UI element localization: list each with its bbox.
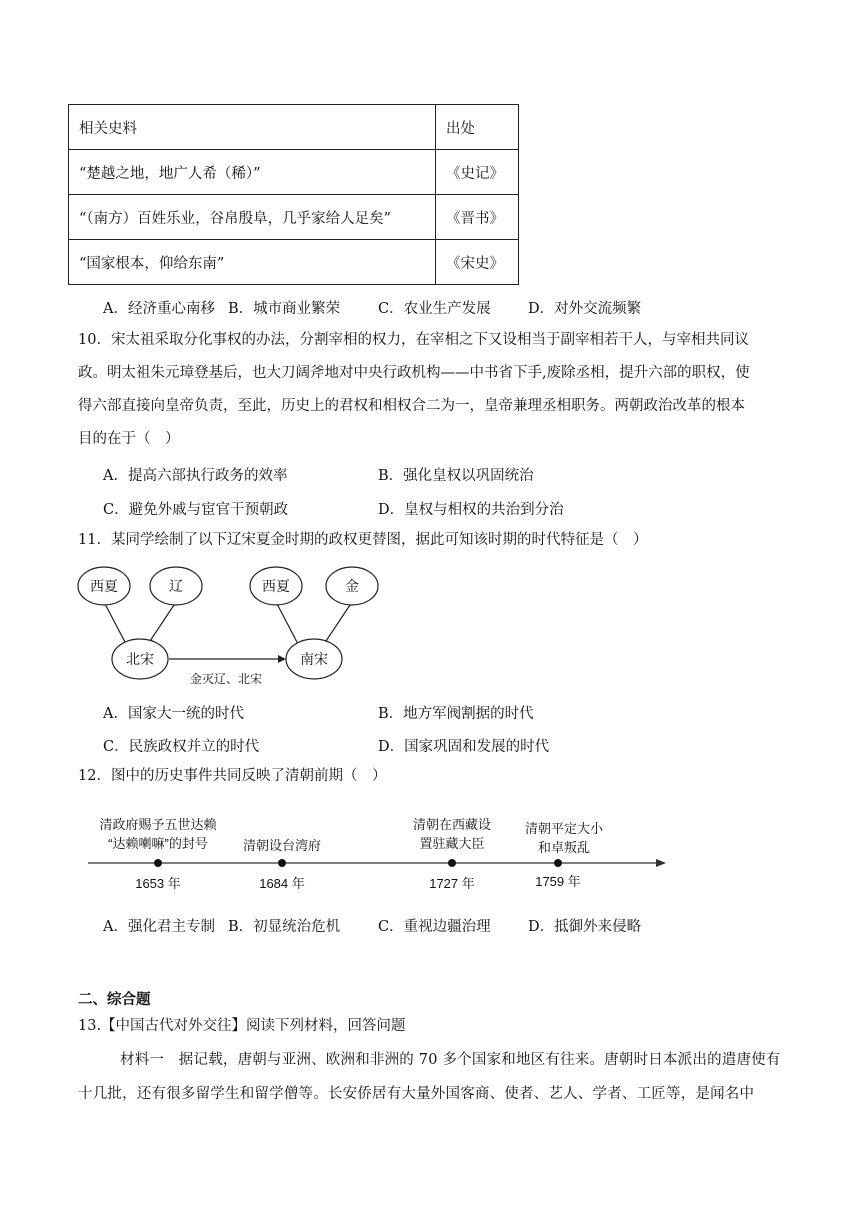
source-table xyxy=(68,104,519,285)
q13-material-line: 十几批，还有很多留学生和留学僧等。长安侨居有大量外国客商、使者、艺人、学者、工匠等，是闻名中 xyxy=(78,1086,755,1102)
timeline-event-label: 和卓叛乱 xyxy=(537,840,591,855)
table-header-cell: 出处 xyxy=(436,105,519,150)
q11-stem: 11．某同学绘制了以下辽宋夏金时期的政权更替图，据此可知该时期的时代特征是（ ） xyxy=(78,532,648,548)
timeline-point xyxy=(554,859,562,867)
q12-option-a[interactable]: A．强化君主专制 xyxy=(103,919,215,935)
diagram-connector xyxy=(148,602,176,644)
table-row xyxy=(69,240,519,285)
q9-option-a[interactable]: A．经济重心南移 xyxy=(103,301,215,317)
timeline-arrow-head xyxy=(656,859,666,867)
q11-option-c[interactable]: C．民族政权并立的时代 xyxy=(103,739,260,755)
node-label: 北宋 xyxy=(126,651,154,667)
q9-option-d[interactable]: D．对外交流频繁 xyxy=(528,301,642,317)
timeline-event-label: 置驻藏大臣 xyxy=(419,836,485,851)
section-title: 二、综合题 xyxy=(78,991,151,1008)
timeline-year: 1653 年 xyxy=(135,876,181,891)
timeline-event-label: 清朝设台湾府 xyxy=(242,838,322,853)
table-row xyxy=(69,150,519,195)
node-label: 金 xyxy=(345,578,359,594)
arrow-label: 金灭辽、北宋 xyxy=(189,672,263,686)
table-cell: “楚越之地，地广人希（稀）” xyxy=(69,150,436,195)
q9-option-b[interactable]: B．城市商业繁荣 xyxy=(228,301,341,317)
q13-material-line: 材料一 据记载，唐朝与亚洲、欧洲和非洲的 70 多个国家和地区有往来。唐朝时日本派出的遣唐使有 xyxy=(120,1052,781,1068)
q9-option-c[interactable]: C．农业生产发展 xyxy=(378,301,491,317)
timeline-event-label: 清政府赐予五世达赖 xyxy=(99,817,217,832)
timeline-point xyxy=(154,859,162,867)
q12-option-b[interactable]: B．初显统治危机 xyxy=(228,919,341,935)
table-cell: “国家根本，仰给东南” xyxy=(69,240,436,285)
q11-option-a[interactable]: A．国家大一统的时代 xyxy=(103,706,244,722)
q10-stem-line: 政。明太祖朱元璋登基后，也大刀阔斧地对中央行政机构——中书省下手,废除丞相，提升六部的职权，使 xyxy=(78,365,750,381)
qing-timeline xyxy=(82,812,672,896)
timeline-point xyxy=(278,859,286,867)
diagram-arrow-head xyxy=(278,655,286,663)
table-header-row xyxy=(69,105,519,150)
node-label: 西夏 xyxy=(262,578,290,594)
q10-option-b[interactable]: B．强化皇权以巩固统治 xyxy=(378,468,534,484)
table-cell: 《晋书》 xyxy=(436,195,519,240)
diagram-connector xyxy=(324,602,352,644)
regime-succession-diagram xyxy=(76,564,386,694)
q10-stem-line: 10．宋太祖采取分化事权的办法，分割宰相的权力，在宰相之下又设相当于副宰相若干人，与宰相共同议 xyxy=(78,332,749,348)
timeline-year: 1727 年 xyxy=(429,876,475,891)
node-label: 西夏 xyxy=(90,578,118,594)
q11-option-d[interactable]: D．国家巩固和发展的时代 xyxy=(378,739,550,755)
table-row xyxy=(69,195,519,240)
timeline-year: 1759 年 xyxy=(535,874,581,889)
q11-option-b[interactable]: B．地方军阀割据的时代 xyxy=(378,706,534,722)
diagram-connector xyxy=(276,602,298,644)
q10-stem-line: 得六部直接向皇帝负责，至此，历史上的君权和相权合二为一，皇帝兼理丞相职务。两朝政治改革的根本 xyxy=(78,398,745,414)
table-cell: 《宋史》 xyxy=(436,240,519,285)
table-cell: “（南方）百姓乐业，谷帛殷阜，几乎家给人足矣” xyxy=(69,195,436,240)
timeline-event-label: 清朝在西藏设 xyxy=(412,817,492,832)
q10-option-c[interactable]: C．避免外戚与宦官干预朝政 xyxy=(103,502,289,518)
q10-option-d[interactable]: D．皇权与相权的共治到分治 xyxy=(378,502,564,518)
timeline-event-label: 清朝平定大小 xyxy=(524,821,604,836)
q12-stem: 12．图中的历史事件共同反映了清朝前期（ ） xyxy=(78,768,387,784)
q12-option-d[interactable]: D．抵御外来侵略 xyxy=(528,919,642,935)
table-cell: 《史记》 xyxy=(436,150,519,195)
q10-stem-line: 目的在于（ ） xyxy=(78,431,180,447)
timeline-year: 1684 年 xyxy=(259,876,305,891)
timeline-point xyxy=(448,859,456,867)
q13-stem: 13.【中国古代对外交往】阅读下列材料，回答问题 xyxy=(78,1018,406,1034)
diagram-connector xyxy=(104,602,126,644)
q10-option-a[interactable]: A．提高六部执行政务的效率 xyxy=(103,468,288,484)
timeline-event-label: “达赖喇嘛”的封号 xyxy=(108,836,208,851)
q12-option-c[interactable]: C．重视边疆治理 xyxy=(378,919,491,935)
node-label: 辽 xyxy=(169,578,183,594)
node-label: 南宋 xyxy=(300,651,328,667)
table-header-cell: 相关史料 xyxy=(69,105,436,150)
